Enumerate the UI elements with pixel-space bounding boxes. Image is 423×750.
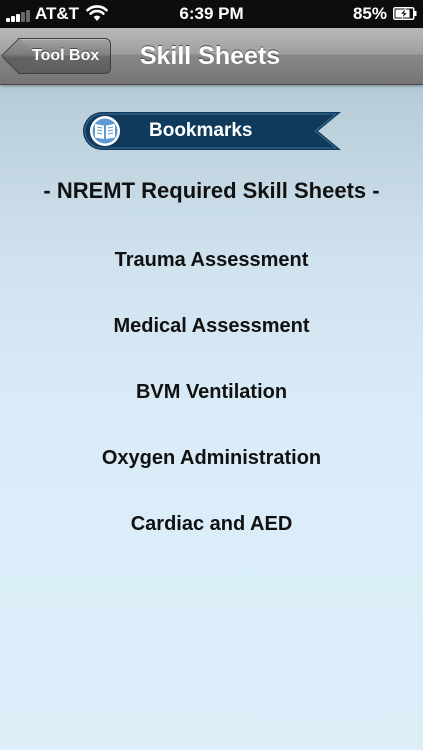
navigation-bar bbox=[0, 28, 423, 85]
skill-sheet-item-cardiac-and-aed[interactable]: Cardiac and AED bbox=[130, 513, 293, 535]
open-book-icon bbox=[85, 111, 125, 151]
carrier-name: AT&T bbox=[35, 4, 80, 23]
skill-sheet-list bbox=[0, 236, 423, 566]
bookmarks-label: Bookmarks bbox=[149, 120, 253, 141]
skill-sheet-item-bvm-ventilation[interactable]: BVM Ventilation bbox=[135, 381, 288, 403]
section-heading: - NREMT Required Skill Sheets - bbox=[43, 178, 380, 203]
page-title: Skill Sheets bbox=[139, 42, 281, 70]
skill-sheet-item-medical-assessment[interactable]: Medical Assessment bbox=[113, 315, 310, 337]
skill-sheet-item-oxygen-administration[interactable]: Oxygen Administration bbox=[101, 447, 322, 469]
back-button-label: Tool Box bbox=[32, 47, 100, 64]
status-time: 6:39 PM bbox=[179, 4, 244, 23]
skill-sheet-item-trauma-assessment[interactable]: Trauma Assessment bbox=[114, 249, 309, 271]
back-button[interactable] bbox=[18, 38, 111, 74]
status-bar bbox=[0, 0, 423, 28]
battery-percent: 85% bbox=[352, 4, 387, 23]
battery-icon bbox=[393, 7, 417, 20]
bookmarks-button[interactable] bbox=[82, 111, 342, 151]
